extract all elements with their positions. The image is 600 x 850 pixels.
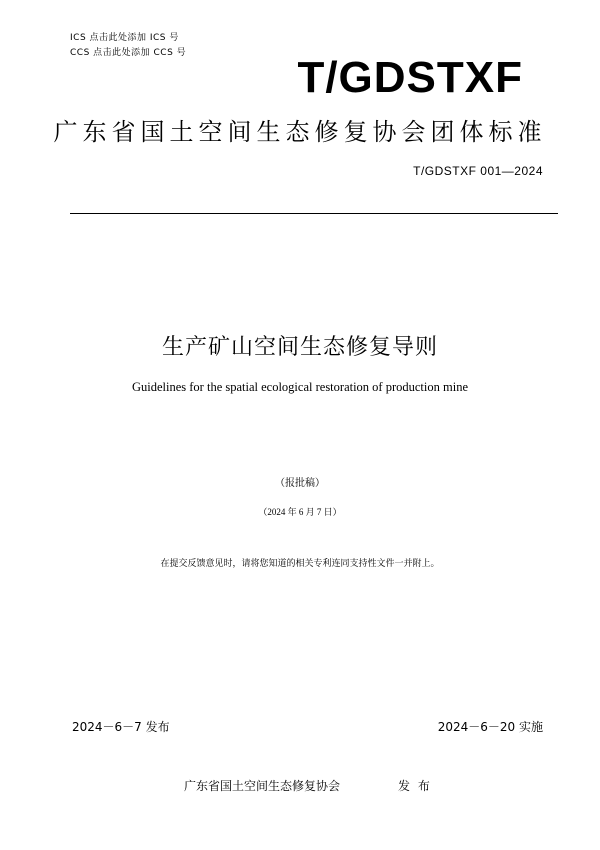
patent-notice: 在提交反馈意见时，请将您知道的相关专利连同支持性文件一并附上。 bbox=[160, 559, 440, 569]
org-code-logo: T/GDSTXF bbox=[297, 53, 523, 102]
ics-code-line[interactable]: ICS 点击此处添加 ICS 号 bbox=[70, 33, 179, 43]
document-title-cn: 生产矿山空间生态修复导则 bbox=[161, 335, 438, 360]
issuer-action: 发 布 bbox=[398, 779, 432, 793]
ccs-code-line[interactable]: CCS 点击此处添加 CCS 号 bbox=[70, 48, 187, 58]
document-title-en: Guidelines for the spatial ecological restoration of production mine bbox=[131, 380, 468, 394]
issuer-name: 广东省国土空间生态修复协会 bbox=[184, 779, 341, 793]
header-rule bbox=[70, 213, 558, 214]
draft-status: （报批稿） bbox=[275, 478, 325, 489]
standard-category: 广东省国土空间生态修复协会团体标准 bbox=[53, 118, 547, 146]
standard-number: T/GDSTXF 001—2024 bbox=[413, 164, 543, 178]
draft-date: （2024 年 6 月 7 日） bbox=[258, 507, 342, 517]
issue-date: 2024－6－7 发布 bbox=[72, 720, 170, 734]
implementation-date: 2024－6－20 实施 bbox=[437, 720, 543, 734]
